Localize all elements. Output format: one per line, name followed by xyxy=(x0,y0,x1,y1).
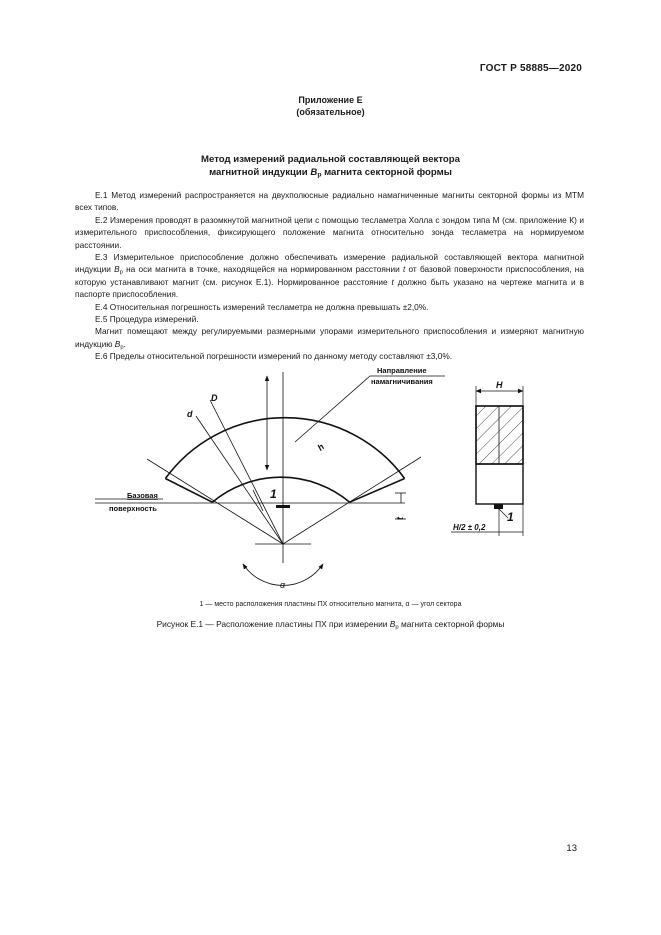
symbol-t: t xyxy=(402,264,406,275)
symbol-sub: р xyxy=(395,624,399,631)
symbol-b: B xyxy=(389,619,396,629)
title-line-2 xyxy=(0,166,661,179)
label-1-side: 1 xyxy=(507,510,514,524)
label-d: d xyxy=(187,409,193,419)
title-text: магнита секторной формы xyxy=(321,167,452,178)
direction-leader xyxy=(295,376,370,442)
radius-line-d xyxy=(196,416,283,544)
paragraph-e5: Е.5 Процедура измерений. xyxy=(95,314,199,325)
text: от базовой поверхности приспособления, на которую устанавливают магнит (см. рисунок Е.1). Нормированное расстояние xyxy=(75,264,584,287)
label-direction-1: Направление xyxy=(377,366,427,375)
radius-line-D xyxy=(210,400,283,544)
label-alpha: α xyxy=(280,580,286,590)
sector-ray-left xyxy=(147,459,283,544)
text: . xyxy=(123,338,126,349)
text: Е.3 Измерительное приспособление должно обеспечивать измерение радиальной составляющей вектора магнитной индукции xyxy=(75,252,584,275)
figure-caption xyxy=(0,619,661,629)
paragraph-e4: Е.4 Относительная погрешность измерений тесламетра не должна превышать ±2,0%. xyxy=(95,301,429,312)
appendix-label: Приложение Е xyxy=(298,95,363,105)
caption-text: Рисунок Е.1 — Расположение пластины ПХ при измерении xyxy=(156,619,390,629)
sector-edge-right xyxy=(350,479,405,503)
caption-text: магнита секторной формы xyxy=(398,619,505,629)
text: Магнит помещают между регулируемыми размерными упорами измерительного приспособления и измеряют магнитную индукцию xyxy=(75,326,584,349)
outer-arc xyxy=(165,418,404,479)
label-H: H xyxy=(496,380,503,390)
symbol-b: B xyxy=(114,264,120,275)
hall-plate xyxy=(276,505,290,508)
label-h: h xyxy=(315,441,327,453)
paragraph-e2: Е.2 Измерения проводят в разомкнутой магнитной цепи с помощью тесламетра Холла с зондом типа М (см. приложение К) и измерительного приспособления, фиксирующего положение магнита относительно зонда тесламетра на нормируемом расстоянии. xyxy=(75,214,584,250)
symbol-t: t xyxy=(391,276,394,287)
figure-legend: 1 — место расположения пластины ПХ относительно магнита, α — угол сектора xyxy=(199,601,462,608)
body-text xyxy=(75,189,584,363)
side-hall-plate xyxy=(494,504,503,509)
paragraph-e5b xyxy=(75,325,584,350)
appendix-heading xyxy=(0,94,661,118)
page-number: 13 xyxy=(566,843,577,854)
title-text: магнитной индукции xyxy=(209,167,311,178)
label-t: t xyxy=(395,517,405,520)
label-1-magnet: 1 xyxy=(270,487,277,501)
symbol-sub: р xyxy=(119,269,123,276)
symbol-b: B xyxy=(310,167,318,178)
appendix-status: (обязательное) xyxy=(296,107,365,117)
paragraph-e3 xyxy=(75,251,584,301)
paragraph-e6: Е.6 Пределы относительной погрешности измерений по данному методу составляют ±3,0%. xyxy=(95,351,453,362)
paragraph-e1: Е.1 Метод измерений распространяется на двухполюсные радиально намагниченные магниты секторной формы из МТМ всех типов. xyxy=(75,190,584,213)
label-D: D xyxy=(211,393,218,403)
figure-e1-diagram xyxy=(95,364,545,600)
construction-lines xyxy=(95,372,445,585)
text: должно быть указано на чертеже магнита и в паспорте приспособления. xyxy=(75,276,585,300)
label-base-2: поверхность xyxy=(109,504,157,513)
side-view-hatched xyxy=(476,406,523,464)
standard-number: ГОСТ Р 58885—2020 xyxy=(479,63,582,74)
label-direction-2: намагничивания xyxy=(371,377,433,386)
symbol-sub: р xyxy=(317,171,322,179)
sector-ray-right xyxy=(283,457,421,544)
symbol-sub: р xyxy=(120,344,124,351)
inner-arc xyxy=(212,477,349,502)
label-base-1: Базовая xyxy=(127,491,158,500)
label-H2: H/2 ± 0,2 xyxy=(453,523,486,532)
sector-edge-left xyxy=(165,479,212,503)
section-title xyxy=(0,153,661,179)
text: на оси магнита в точке, находящейся на нормированном расстоянии xyxy=(122,264,403,275)
symbol-b: B xyxy=(114,338,121,349)
title-line-1: Метод измерений радиальной составляющей вектора xyxy=(201,154,460,165)
